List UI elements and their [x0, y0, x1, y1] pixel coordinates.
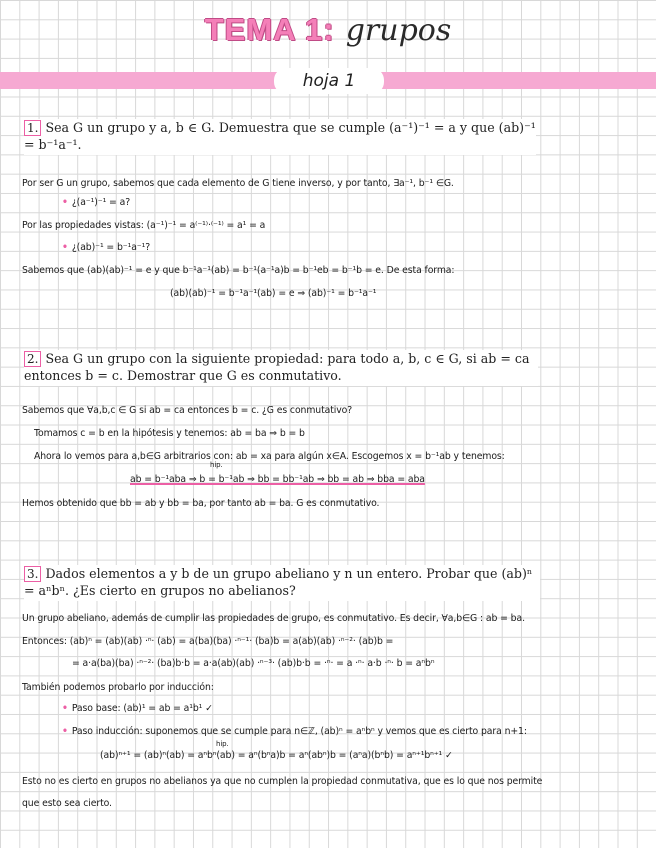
- p1-line-5: Sabemos que (ab)(ab)⁻¹ = e y que b⁻¹a⁻¹(ab) = b⁻¹(a⁻¹a)b = b⁻¹eb = b⁻¹b = e. De esta forma:: [22, 265, 455, 276]
- p2-hyp-mark: hip.: [210, 461, 223, 469]
- title-sub: grupos: [345, 13, 452, 48]
- bullet-icon: •: [62, 726, 68, 737]
- p1-line-2: • ¿(a⁻¹)⁻¹ = a?: [62, 197, 131, 208]
- p1-line-4: • ¿(ab)⁻¹ = b⁻¹a⁻¹?: [62, 242, 151, 253]
- p2-line-2: Tomamos c = b en la hipótesis y tenemos: ab = ba ⇒ b = b: [34, 428, 305, 439]
- p2-line-4: ab = b⁻¹aba ⇒ b = b⁻¹ab ⇒ bb = bb⁻¹ab ⇒ bb = ab ⇒ bba = aba: [130, 474, 425, 485]
- p1-line-3: Por las propiedades vistas: (a⁻¹)⁻¹ = a⁽⁻¹⁾·⁽⁻¹⁾ = a¹ = a: [22, 220, 266, 231]
- title-main: TEMA 1:: [204, 12, 335, 47]
- bullet-icon: •: [62, 703, 68, 714]
- problem-2-text: Sea G un grupo con la siguiente propiedad: para todo a, b, c ∈ G, si ab = ca entonces b = c. Demostrar que G es conmutativo.: [24, 351, 530, 383]
- p3-line-3: = a·a(ba)(ba) ·ⁿ⁻²· (ba)b·b = a·a(ab)(ab) ·ⁿ⁻³· (ab)b·b = ·ⁿ· = a ·ⁿ· a·b ·ⁿ· b = aⁿbⁿ: [72, 658, 435, 669]
- p2-line-1: Sabemos que ∀a,b,c ∈ G si ab = ca entonces b = c. ¿G es conmutativo?: [22, 405, 353, 416]
- p3-line-9: que esto sea cierto.: [22, 798, 112, 809]
- page-title: [0, 12, 656, 48]
- problem-3-text: Dados elementos a y b de un grupo abeliano y n un entero. Probar que (ab)ⁿ = aⁿbⁿ. ¿Es cierto en grupos no abelianos?: [24, 566, 533, 598]
- problem-1-statement: [24, 119, 536, 155]
- problem-2-number: 2.: [24, 351, 41, 367]
- p3-hyp-mark: hip.: [216, 740, 229, 748]
- problem-1-text: Sea G un grupo y a, b ∈ G. Demuestra que se cumple (a⁻¹)⁻¹ = a y que (ab)⁻¹ = b⁻¹a⁻¹.: [24, 120, 536, 152]
- p3-line-4: También podemos probarlo por inducción:: [22, 682, 214, 693]
- p2-line-5: Hemos obtenido que bb = ab y bb = ba, por tanto ab = ba. G es conmutativo.: [22, 498, 380, 509]
- p1-line-6: (ab)(ab)⁻¹ = b⁻¹a⁻¹(ab) = e ⇒ (ab)⁻¹ = b⁻¹a⁻¹: [170, 288, 377, 299]
- problem-1-number: 1.: [24, 120, 41, 136]
- p3-line-8: Esto no es cierto en grupos no abelianos ya que no cumplen la propiedad conmutativa, que es lo que nos permite: [22, 776, 543, 787]
- p3-line-1: Un grupo abeliano, además de cumplir las propiedades de grupo, es conmutativo. Es decir, ∀a,b∈G : ab = ba.: [22, 613, 525, 624]
- p2-line-3: Ahora lo vemos para a,b∈G arbitrarios con: ab = xa para algún x∈A. Escogemos x = b⁻¹ab y tenemos:: [34, 451, 505, 462]
- p3-line-6: • Paso inducción: suponemos que se cumple para n∈ℤ, (ab)ⁿ = aⁿbⁿ y vemos que es cierto para n+1:: [62, 726, 527, 737]
- problem-3-number: 3.: [24, 566, 41, 582]
- problem-3-statement: [24, 565, 540, 601]
- p3-line-5: • Paso base: (ab)¹ = ab = a¹b¹ ✓: [62, 703, 213, 714]
- p3-line-2: Entonces: (ab)ⁿ = (ab)(ab) ·ⁿ· (ab) = a(ba)(ba) ·ⁿ⁻¹· (ba)b = a(ab)(ab) ·ⁿ⁻²· (ab)b =: [22, 636, 394, 647]
- sheet-label: hoja 1: [276, 70, 382, 92]
- p1-line-1: Por ser G un grupo, sabemos que cada elemento de G tiene inverso, y por tanto, ∃a⁻¹, b⁻¹ ∈G.: [22, 178, 454, 189]
- problem-2-statement: [24, 350, 538, 386]
- bullet-icon: •: [62, 197, 68, 208]
- bullet-icon: •: [62, 242, 68, 253]
- p3-line-7: (ab)ⁿ⁺¹ = (ab)ⁿ(ab) = aⁿbⁿ(ab) = aⁿ(bⁿa)b = aⁿ(abⁿ)b = (aⁿa)(bⁿb) = aⁿ⁺¹bⁿ⁺¹ ✓: [100, 750, 453, 761]
